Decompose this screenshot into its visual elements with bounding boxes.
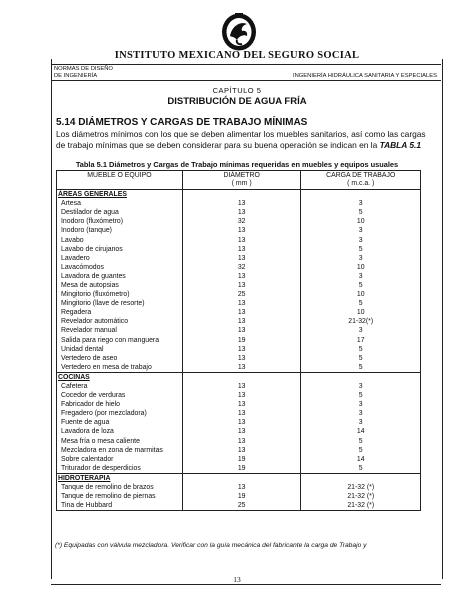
equipment-name: Tanque de remolino de brazos bbox=[57, 483, 183, 492]
diameter-value: 13 bbox=[182, 208, 301, 217]
equipment-name: Destilador de agua bbox=[57, 208, 183, 217]
table-row bbox=[57, 217, 421, 226]
equipment-name: Fuente de agua bbox=[57, 418, 183, 427]
load-value: 3 bbox=[301, 418, 421, 427]
diameter-value: 13 bbox=[182, 199, 301, 208]
table-row bbox=[57, 492, 421, 501]
load-value: 10 bbox=[301, 308, 421, 317]
load-value: 3 bbox=[301, 326, 421, 335]
header-left-line2: DE INGENIERÍA bbox=[54, 73, 98, 79]
diameter-value: 13 bbox=[182, 446, 301, 455]
category-row bbox=[57, 473, 421, 483]
diameter-value: 13 bbox=[182, 308, 301, 317]
diameter-value: 19 bbox=[182, 492, 301, 501]
table-row bbox=[57, 208, 421, 217]
diameter-value: 13 bbox=[182, 437, 301, 446]
equipment-name: Lavadora de loza bbox=[57, 427, 183, 436]
equipment-name: Mesa fría o mesa caliente bbox=[57, 437, 183, 446]
diameter-value: 19 bbox=[182, 464, 301, 474]
load-value: 5 bbox=[301, 208, 421, 217]
table-row bbox=[57, 299, 421, 308]
equipment-name: Lavadora de guantes bbox=[57, 272, 183, 281]
equipment-name: Mesa de autopsias bbox=[57, 281, 183, 290]
diameter-value: 19 bbox=[182, 336, 301, 345]
load-value: 3 bbox=[301, 235, 421, 244]
diameter-value: 13 bbox=[182, 363, 301, 373]
table-row bbox=[57, 455, 421, 464]
header-left bbox=[54, 66, 113, 80]
table-row bbox=[57, 254, 421, 263]
table-row bbox=[57, 281, 421, 290]
diameter-value: 13 bbox=[182, 235, 301, 244]
equipment-name: Regadera bbox=[57, 308, 183, 317]
load-value: 5 bbox=[301, 391, 421, 400]
empty-cell bbox=[301, 190, 421, 200]
diameter-value: 13 bbox=[182, 317, 301, 326]
table-row bbox=[57, 308, 421, 317]
table-row bbox=[57, 418, 421, 427]
diameter-value: 13 bbox=[182, 483, 301, 492]
footer-rule bbox=[51, 584, 441, 585]
diameter-value: 13 bbox=[182, 382, 301, 391]
diameter-value: 19 bbox=[182, 455, 301, 464]
equipment-name: Inodoro (tanque) bbox=[57, 226, 183, 235]
footnote: (*) Equipadas con válvula mezcladora. Verificar con la guía mecánica del fabricante la carga de Trabajo y bbox=[55, 542, 367, 549]
load-value: 5 bbox=[301, 281, 421, 290]
header-right: INGENIERÍA HIDRÁULICA SANITARIA Y ESPECIALES bbox=[292, 73, 437, 79]
table-row bbox=[57, 199, 421, 208]
load-value: 3 bbox=[301, 409, 421, 418]
load-value: 5 bbox=[301, 446, 421, 455]
header-equipment: MUEBLE O EQUIPO bbox=[57, 171, 183, 190]
equipment-name: Revelador automático bbox=[57, 317, 183, 326]
intro-text: Los diámetros mínimos con los que se deben alimentar los muebles sanitarios, así como las cargas de trabajo mínimas que se deben considerar para su buena operación se indican en la bbox=[56, 129, 426, 150]
load-value: 5 bbox=[301, 245, 421, 254]
load-value: 5 bbox=[301, 363, 421, 373]
load-value: 3 bbox=[301, 254, 421, 263]
category-label: COCINAS bbox=[57, 372, 183, 382]
load-value: 14 bbox=[301, 455, 421, 464]
equipment-name: Revelador manual bbox=[57, 326, 183, 335]
diameter-value: 13 bbox=[182, 326, 301, 335]
table-row bbox=[57, 501, 421, 511]
table-row bbox=[57, 409, 421, 418]
load-value: 5 bbox=[301, 464, 421, 474]
table-row bbox=[57, 317, 421, 326]
equipment-table bbox=[56, 170, 421, 511]
diameter-value: 13 bbox=[182, 254, 301, 263]
table-caption: Tabla 5.1 Diámetros y Cargas de Trabajo mínimas requeridas en muebles y equipos usuales bbox=[75, 160, 399, 169]
table-row bbox=[57, 263, 421, 272]
load-value: 5 bbox=[301, 437, 421, 446]
equipment-name: Sobre calentador bbox=[57, 455, 183, 464]
empty-cell bbox=[182, 190, 301, 200]
diameter-value: 13 bbox=[182, 281, 301, 290]
table-row bbox=[57, 391, 421, 400]
diameter-value: 32 bbox=[182, 263, 301, 272]
equipment-name: Lavabo bbox=[57, 235, 183, 244]
diameter-value: 13 bbox=[182, 272, 301, 281]
load-value: 10 bbox=[301, 217, 421, 226]
diameter-value: 13 bbox=[182, 299, 301, 308]
empty-cell bbox=[301, 473, 421, 483]
equipment-name: Salida para riego con manguera bbox=[57, 336, 183, 345]
table-row bbox=[57, 446, 421, 455]
header-diameter: DIÁMETRO ( mm ) bbox=[182, 171, 301, 190]
load-value: 3 bbox=[301, 382, 421, 391]
header-rule-top bbox=[51, 64, 441, 65]
equipment-name: Mezcladora en zona de marmitas bbox=[57, 446, 183, 455]
intro-paragraph bbox=[56, 129, 436, 151]
diameter-value: 13 bbox=[182, 400, 301, 409]
table-row bbox=[57, 345, 421, 354]
table-row bbox=[57, 354, 421, 363]
diameter-value: 25 bbox=[182, 290, 301, 299]
equipment-name: Cafetera bbox=[57, 382, 183, 391]
table-header-row bbox=[57, 171, 421, 190]
equipment-name: Inodoro (fluxómetro) bbox=[57, 217, 183, 226]
equipment-name: Tanque de remolino de piernas bbox=[57, 492, 183, 501]
page-number: 13 bbox=[233, 575, 241, 584]
equipment-name: Lavadero bbox=[57, 254, 183, 263]
load-value: 5 bbox=[301, 345, 421, 354]
empty-cell bbox=[182, 372, 301, 382]
diameter-value: 13 bbox=[182, 427, 301, 436]
diameter-value: 13 bbox=[182, 245, 301, 254]
equipment-name: Triturador de desperdicios bbox=[57, 464, 183, 474]
category-label: HIDROTERAPIA bbox=[57, 473, 183, 483]
load-value: 21-32(*) bbox=[301, 317, 421, 326]
section-title: 5.14 DIÁMETROS Y CARGAS DE TRABAJO MÍNIMAS bbox=[56, 117, 308, 128]
table-row bbox=[57, 272, 421, 281]
load-value: 3 bbox=[301, 226, 421, 235]
empty-cell bbox=[301, 372, 421, 382]
table-row bbox=[57, 336, 421, 345]
table-reference: TABLA 5.1 bbox=[379, 140, 422, 150]
category-row bbox=[57, 190, 421, 200]
institution-title: INSTITUTO MEXICANO DEL SEGURO SOCIAL bbox=[114, 50, 360, 61]
header-left-line1: NORMAS DE DISEÑO bbox=[54, 66, 113, 72]
load-value: 3 bbox=[301, 272, 421, 281]
table-row bbox=[57, 427, 421, 436]
table-row bbox=[57, 245, 421, 254]
load-value: 10 bbox=[301, 263, 421, 272]
table-row bbox=[57, 326, 421, 335]
header-rule-bottom bbox=[51, 80, 441, 81]
diameter-value: 13 bbox=[182, 345, 301, 354]
diameter-value: 13 bbox=[182, 391, 301, 400]
equipment-name: Mingitorio (llave de resorte) bbox=[57, 299, 183, 308]
diameter-value: 13 bbox=[182, 354, 301, 363]
empty-cell bbox=[182, 473, 301, 483]
category-label: ÁREAS GENERALES bbox=[57, 190, 183, 200]
chapter-label: CAPÍTULO 5 bbox=[212, 86, 262, 95]
category-row bbox=[57, 372, 421, 382]
table-body bbox=[57, 190, 421, 511]
table-row bbox=[57, 290, 421, 299]
diameter-value: 13 bbox=[182, 409, 301, 418]
table-row bbox=[57, 464, 421, 474]
table-row bbox=[57, 235, 421, 244]
imss-eagle-logo-icon bbox=[220, 12, 258, 52]
equipment-name: Vertedero de aseo bbox=[57, 354, 183, 363]
load-value: 10 bbox=[301, 290, 421, 299]
equipment-name: Cocedor de verduras bbox=[57, 391, 183, 400]
table-row bbox=[57, 483, 421, 492]
load-value: 3 bbox=[301, 199, 421, 208]
load-value: 3 bbox=[301, 400, 421, 409]
equipment-name: Fregadero (por mezcladora) bbox=[57, 409, 183, 418]
diameter-value: 25 bbox=[182, 501, 301, 511]
diameter-value: 32 bbox=[182, 217, 301, 226]
load-value: 5 bbox=[301, 299, 421, 308]
load-value: 21-32 (*) bbox=[301, 483, 421, 492]
diameter-value: 13 bbox=[182, 226, 301, 235]
header-load: CARGA DE TRABAJO ( m.c.a. ) bbox=[301, 171, 421, 190]
load-value: 21-32 (*) bbox=[301, 501, 421, 511]
diameter-value: 13 bbox=[182, 418, 301, 427]
chapter-title: DISTRIBUCIÓN DE AGUA FRÍA bbox=[167, 96, 307, 107]
equipment-name: Tina de Hubbard bbox=[57, 501, 183, 511]
table-row bbox=[57, 400, 421, 409]
equipment-name: Lavabo de cirujanos bbox=[57, 245, 183, 254]
equipment-name: Vertedero en mesa de trabajo bbox=[57, 363, 183, 373]
load-value: 21-32 (*) bbox=[301, 492, 421, 501]
table-row bbox=[57, 382, 421, 391]
equipment-name: Fabricador de hielo bbox=[57, 400, 183, 409]
load-value: 14 bbox=[301, 427, 421, 436]
equipment-name: Artesa bbox=[57, 199, 183, 208]
load-value: 17 bbox=[301, 336, 421, 345]
table-row bbox=[57, 363, 421, 373]
load-value: 5 bbox=[301, 354, 421, 363]
table-row bbox=[57, 437, 421, 446]
table-row bbox=[57, 226, 421, 235]
equipment-name: Lavacómodos bbox=[57, 263, 183, 272]
equipment-name: Unidad dental bbox=[57, 345, 183, 354]
equipment-name: Mingitorio (fluxómetro) bbox=[57, 290, 183, 299]
